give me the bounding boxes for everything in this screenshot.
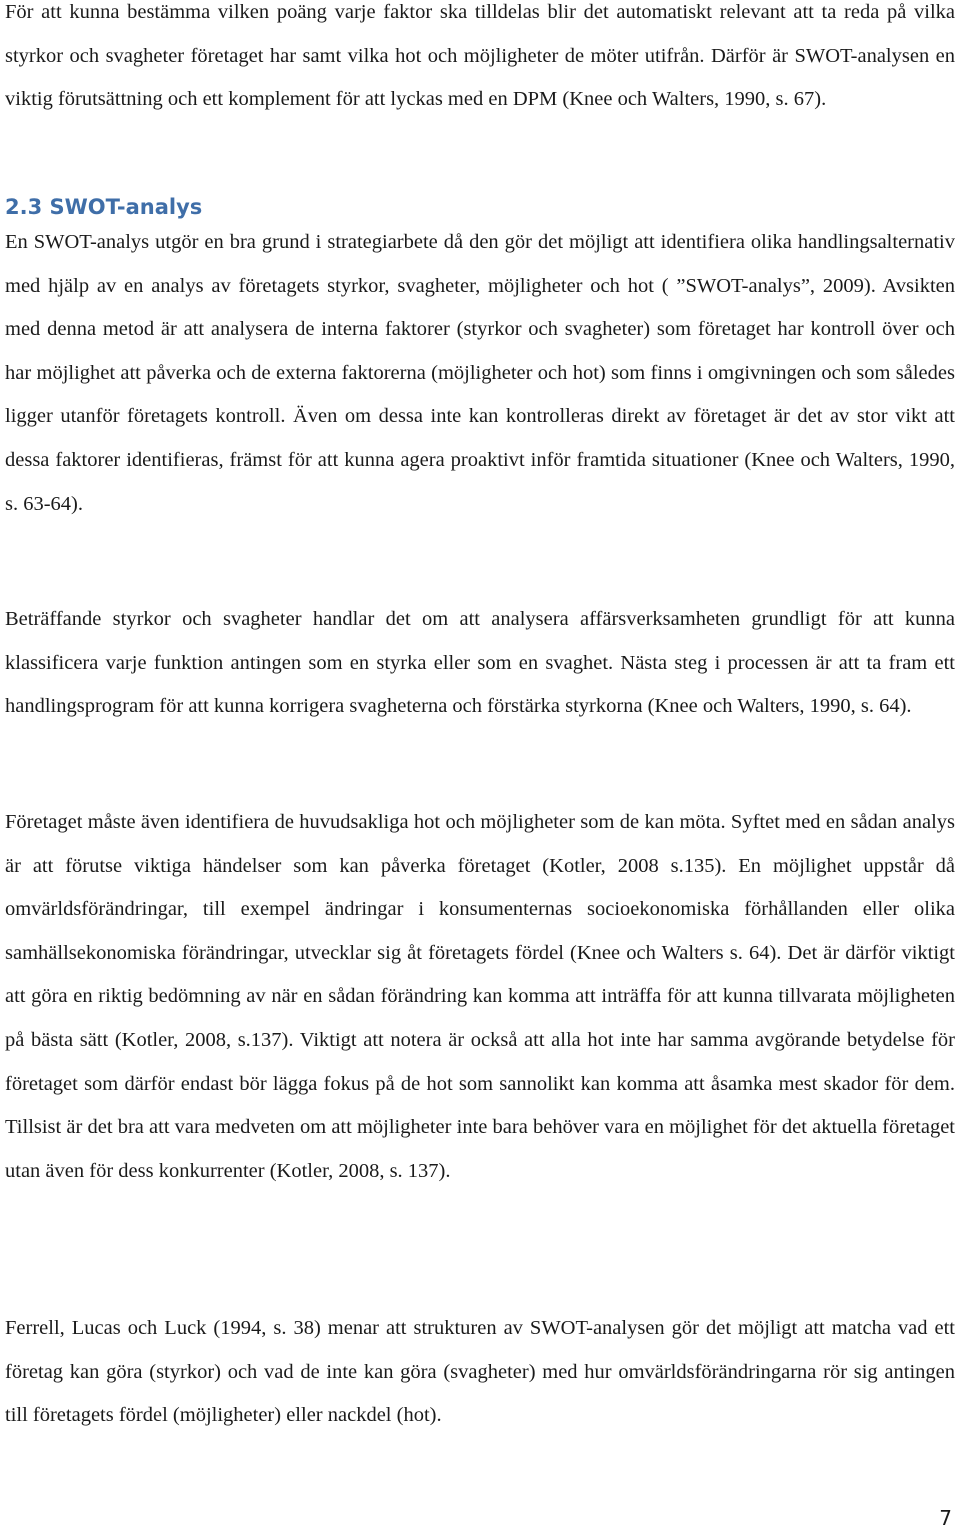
swot-definition-paragraph: En SWOT-analys utgör en bra grund i strategiarbete då den gör det möjligt att identifiera olika handlingsalternativ med hjälp av en analys av företagets styrkor, svagheter, möjligheter och hot ( ”SWOT-analys”, 2009). Avsikten med denna metod är att analysera de interna faktorer (styrkor och svagheter) som företaget har kontroll över och har möjlighet att påverka och de externa faktorerna (möjligheter och hot) som finns i omgivningen och som således ligger utanför företagets kontroll. Även om dessa inte kan kontrolleras direkt av företaget är det av stor vikt att dessa faktorer identifieras, främst för att kunna agera proaktivt inför framtida situationer (Knee och Walters, 1990, s. 63-64).	[5, 231, 955, 515]
ferrell-paragraph: Ferrell, Lucas och Luck (1994, s. 38) menar att strukturen av SWOT-analysen gör det möjligt att matcha vad ett företag kan göra (styrkor) och vad de inte kan göra (svagheter) med hur omvärldsförändringarna rör sig antingen till företagets fördel (möjligheter) eller nackdel (hot).	[5, 1317, 955, 1427]
intro-paragraph: För att kunna bestämma vilken poäng varje faktor ska tilldelas blir det automatiskt relevant att ta reda på vilka styrkor och svagheter företaget har samt vilka hot och möjligheter de möter utifrån. Därför är SWOT-analysen en viktig förutsättning och ett komplement för att lyckas med en DPM (Knee och Walters, 1990, s. 67).	[5, 1, 955, 111]
threats-opportunities-paragraph: Företaget måste även identifiera de huvudsakliga hot och möjligheter som de kan möta. Syftet med en sådan analys är att förutse viktiga händelser som kan påverka företaget (Kotler, 2008 s.135). En möjlighet uppstår då omvärldsförändringar, till exempel ändringar i konsumenternas socioekonomiska förhållanden eller olika samhällsekonomiska förändringar, utvecklar sig åt företagets fördel (Knee och Walters s. 64). Det är därför viktigt att göra en riktig bedömning av när en sådan förändring kan komma att inträffa för att kunna tillvarata möjligheten på bästa sätt (Kotler, 2008, s.137). Viktigt att notera är också att alla hot inte har samma avgörande betydelse för företaget som därför endast bör lägga fokus på de hot som sannolikt kan komma att åsamka mest skador för dem. Tillsist är det bra att vara medveten om att möjligheter inte bara behöver vara en möjlighet för det aktuella företaget utan även för dess konkurrenter (Kotler, 2008, s. 137).	[5, 811, 955, 1182]
strengths-weaknesses-paragraph: Beträffande styrkor och svagheter handlar det om att analysera affärsverksamheten grundligt för att kunna klassificera varje funktion antingen som en styrka eller som en svaghet. Nästa steg i processen är att ta fram ett handlingsprogram för att kunna korrigera svagheterna och förstärka styrkorna (Knee och Walters, 1990, s. 64).	[5, 608, 955, 718]
section-heading: 2.3 SWOT-analys	[5, 195, 203, 219]
page-number: 7	[939, 1506, 952, 1530]
